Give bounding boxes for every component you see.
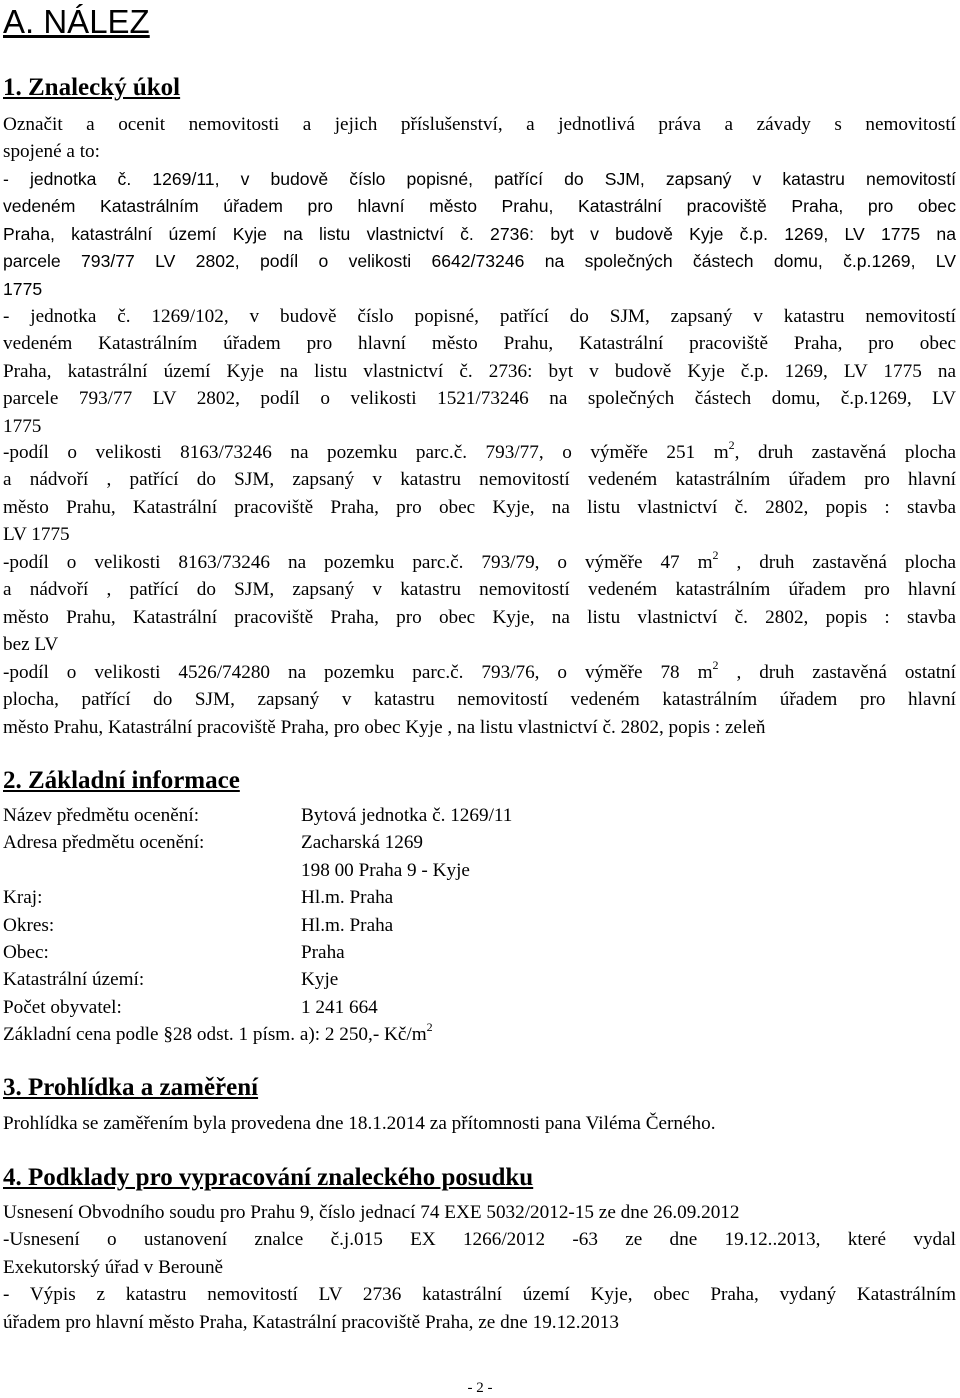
land-share-3-line-1 [3, 659, 956, 686]
info-value: 1 241 664 [301, 996, 378, 1018]
land-share-2-line-1 [3, 549, 956, 576]
info-row [3, 912, 956, 939]
unit-2-line-1: - jednotka č. 1269/102, v budově číslo popisné, patřící do SJM, zapsaný v katastru nemovitostí [3, 306, 956, 327]
info-label: Okres: [3, 914, 55, 936]
land-share-3-sup: 2 [712, 658, 719, 672]
info-value: 198 00 Praha 9 - Kyje [301, 859, 470, 881]
info-value: Bytová jednotka č. 1269/11 [301, 805, 513, 826]
source-line-4: - Výpis z katastru nemovitostí LV 2736 katastrální území Kyje, obec Praha, vydaný Katastrálním [3, 1284, 956, 1306]
page-number: - 2 - [467, 1380, 493, 1396]
unit-1-line-4: parcele 793/77 LV 2802, podíl o velikosti 6642/73246 na společných částech domu, č.p.1269, LV [3, 251, 956, 272]
page-title: A. NÁLEZ [3, 3, 150, 40]
land-share-1-type: , druh zastavěná plocha [734, 442, 956, 463]
base-price-line [3, 1021, 433, 1048]
land-share-3 [3, 659, 956, 741]
unit-2-line-3: Praha, katastrální území Kyje na listu vlastnictví č. 2736: byt v budově Kyje č.p. 1269, LV 1775 na [3, 360, 956, 382]
info-value: Praha [301, 941, 345, 963]
land-share-1-line-4: LV 1775 [3, 524, 70, 546]
intro-line-end: spojené a to: [3, 141, 100, 163]
unit-1-line-3: Praha, katastrální území Kyje na listu vlastnictví č. 2736: byt v budově Kyje č.p. 1269, LV 1775 na [3, 223, 956, 244]
unit-2-line-4: parcele 793/77 LV 2802, podíl o velikosti 1521/73246 na společných částech domu, č.p.1269, LV [3, 388, 956, 410]
land-share-1 [3, 439, 956, 549]
land-share-2-line-4: bez LV [3, 634, 59, 656]
info-label: Kraj: [3, 887, 43, 909]
info-value: Hl.m. Praha [301, 914, 394, 936]
source-line-1: Usnesení Obvodního soudu pro Prahu 9, číslo jednací 74 EXE 5032/2012-15 ze dne 26.09.2012 [3, 1202, 740, 1223]
info-row [3, 857, 956, 884]
info-label: Počet obyvatel: [3, 996, 122, 1018]
base-price-sup: 2 [426, 1020, 433, 1035]
source-line-5: úřadem pro hlavní město Praha, Katastrální pracoviště Praha, ze dne 19.12.2013 [3, 1311, 619, 1333]
base-price-text: Základní cena podle §28 odst. 1 písm. a): 2 250,- Kč/m [3, 1024, 427, 1046]
info-row [3, 994, 956, 1021]
section-4-body [3, 1199, 956, 1336]
base-price-row [3, 1021, 956, 1048]
info-label: Název předmětu ocenění: [3, 805, 200, 826]
land-share-3-type: , druh zastavěná ostatní [718, 662, 956, 683]
land-share-1-text: -podíl o velikosti 8163/73246 na pozemku parc.č. 793/77, o výměře 251 m [3, 442, 729, 463]
land-share-3-line-2: plocha, patřící do SJM, zapsaný v katastru nemovitostí vedeném katastrálním úřadem pro hlavní [3, 689, 956, 711]
unit-2-line-5: 1775 [3, 415, 42, 437]
unit-1-description [3, 166, 956, 303]
basic-info-table [3, 802, 956, 1049]
section-1-body [3, 111, 956, 166]
section-1-heading-text: 1. Znalecký úkol [3, 74, 181, 101]
section-3-heading [3, 1073, 258, 1103]
unit-1-line-2: vedeném Katastrálním úřadem pro hlavní město Prahu, Katastrální pracoviště Praha, pro obec [3, 196, 956, 217]
info-row [3, 939, 956, 966]
intro-line: Označit a ocenit nemovitosti a jejich příslušenství, a jednotlivá práva a závady s nemovitostí [3, 114, 956, 135]
land-share-1-line-3: město Prahu, Katastrální pracoviště Praha, pro obec Kyje, na listu vlastnictví č. 2802, popis : stavba [3, 496, 956, 518]
land-share-2-type: , druh zastavěná plocha [718, 552, 956, 573]
inspection-text: Prohlídka se zaměřením byla provedena dne 18.1.2014 za přítomnosti pana Viléma Černého. [3, 1113, 716, 1134]
section-4-heading-text: 4. Podklady pro vypracování znaleckého posudku [3, 1164, 534, 1191]
land-share-2 [3, 549, 956, 659]
info-label: Adresa předmětu ocenění: [3, 832, 205, 854]
section-2-heading-text: 2. Základní informace [3, 767, 240, 794]
source-line-3: Exekutorský úřad v Berouně [3, 1256, 224, 1278]
land-share-2-sup: 2 [712, 548, 719, 562]
section-3-heading-text: 3. Prohlídka a zaměření [3, 1074, 259, 1101]
land-share-1-line-2: a nádvoří , patřící do SJM, zapsaný v katastru nemovitostí vedeném katastrálním úřadem pro hlavní [3, 469, 956, 491]
source-line-2: -Usnesení o ustanovení znalce č.j.015 EX 1266/2012 -63 ze dne 19.12..2013, které vydal [3, 1229, 956, 1251]
unit-1-line-1: - jednotka č. 1269/11, v budově číslo popisné, patřící do SJM, zapsaný v katastru nemovitostí [3, 169, 956, 189]
info-label: Obec: [3, 941, 49, 963]
info-value: Kyje [301, 969, 339, 991]
land-share-1-line-1 [3, 439, 956, 466]
info-row [3, 966, 956, 993]
unit-2-line-2: vedeném Katastrálním úřadem pro hlavní město Prahu, Katastrální pracoviště Praha, pro obec [3, 333, 956, 355]
info-label: Katastrální území: [3, 969, 145, 991]
land-share-2-line-3: město Prahu, Katastrální pracoviště Praha, pro obec Kyje, na listu vlastnictví č. 2802, popis : stavba [3, 606, 956, 628]
unit-2-description [3, 303, 956, 440]
unit-1-line-5: 1775 [3, 278, 43, 299]
section-3-body [3, 1110, 956, 1137]
land-share-1-sup: 2 [728, 438, 735, 452]
info-row [3, 829, 956, 856]
info-value: Zacharská 1269 [301, 832, 424, 854]
section-2-heading [3, 766, 240, 796]
info-row [3, 802, 956, 829]
land-share-2-line-2: a nádvoří , patřící do SJM, zapsaný v katastru nemovitostí vedeném katastrálním úřadem pro hlavní [3, 579, 956, 601]
info-row [3, 884, 956, 911]
section-4-heading [3, 1163, 533, 1193]
land-share-3-line-3: město Prahu, Katastrální pracoviště Praha, pro obec Kyje , na listu vlastnictví č. 2802, popis : zeleň [3, 716, 766, 738]
section-1-heading [3, 73, 180, 103]
land-share-2-text: -podíl o velikosti 8163/73246 na pozemku parc.č. 793/79, o výměře 47 m [3, 552, 713, 573]
info-value: Hl.m. Praha [301, 887, 394, 909]
land-share-3-text: -podíl o velikosti 4526/74280 na pozemku parc.č. 793/76, o výměře 78 m [3, 662, 713, 683]
